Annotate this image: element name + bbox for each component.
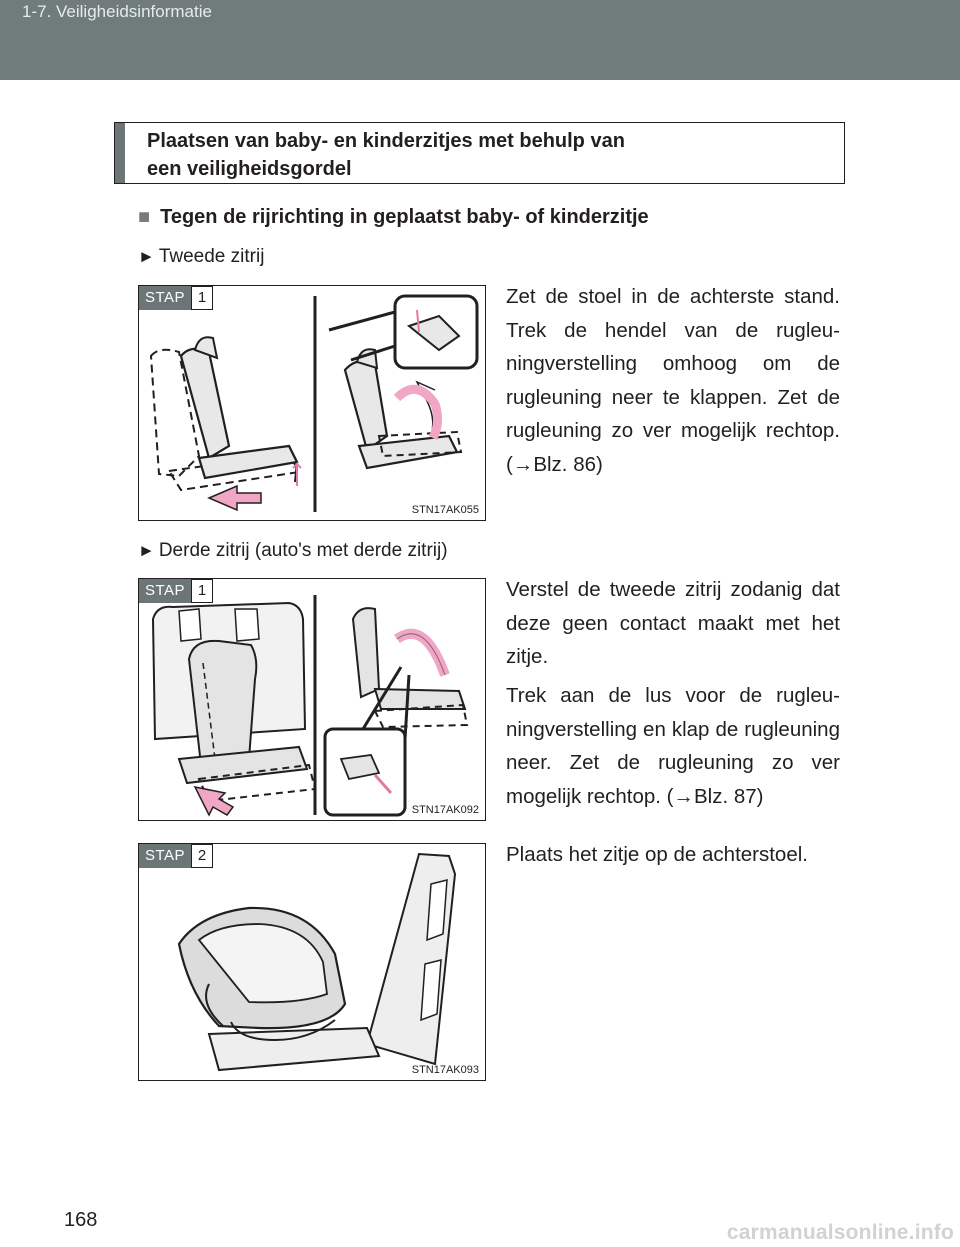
bullet-second-row: ► Tweede zitrij xyxy=(138,246,265,267)
section-title-box xyxy=(114,122,845,184)
step-badge: STAP 2 xyxy=(139,844,213,868)
child-seat-illustration xyxy=(139,844,486,1081)
bullet-third-row: ► Derde zitrij (auto's met derde zitrij) xyxy=(138,540,448,561)
section-accent-bar xyxy=(115,123,125,183)
figure-code: STN17AK055 xyxy=(411,504,479,516)
triangle-bullet-icon: ► xyxy=(138,247,155,266)
step-text-third-row-a: Verstel de tweede zitrij zodanig dat deze geen contact maakt met het zitje. xyxy=(506,578,840,668)
figure-third-row-step1 xyxy=(138,578,486,821)
page-number: 168 xyxy=(64,1209,98,1231)
step-badge: STAP 1 xyxy=(139,579,213,603)
triangle-bullet-icon: ► xyxy=(138,541,155,560)
step-badge: STAP 1 xyxy=(139,286,213,310)
figure-code: STN17AK092 xyxy=(411,804,479,816)
third-row-seat-illustration xyxy=(139,579,486,821)
figure-second-row-step1 xyxy=(138,285,486,521)
watermark: carmanualsonline.info xyxy=(726,1221,954,1244)
chapter-title: 1-7. Veiligheidsinformatie xyxy=(22,2,212,21)
figure-code: STN17AK093 xyxy=(411,1064,479,1076)
seat-recline-illustration xyxy=(139,286,486,521)
square-bullet-icon: ■ xyxy=(138,206,151,228)
step-text-third-row-b: Trek aan de lus voor de rugleuningverstelling en klap de rugleuning neer. Zet de rugleuning zo ver mogelijk rechtop. (→Blz. 87) xyxy=(506,684,840,808)
step-text-step2: Plaats het zitje op de achterstoel. xyxy=(506,843,808,866)
step-text-second-row: Zet de stoel in de achterste stand. Trek de hendel van de rugleuningverstelling omhoog om de rugleuning neer te klappen. Zet de rugleuning zo ver mogelijk rechtop. (→Blz. 86) xyxy=(506,285,840,476)
section-title: Plaatsen van baby- en kinderzitjes met behulp van een veiligheidsgordel xyxy=(147,130,625,180)
subheading: ■ Tegen de rijrichting in geplaatst baby- of kinderzitje xyxy=(138,206,649,228)
figure-step2 xyxy=(138,843,486,1081)
page-header xyxy=(0,0,960,80)
